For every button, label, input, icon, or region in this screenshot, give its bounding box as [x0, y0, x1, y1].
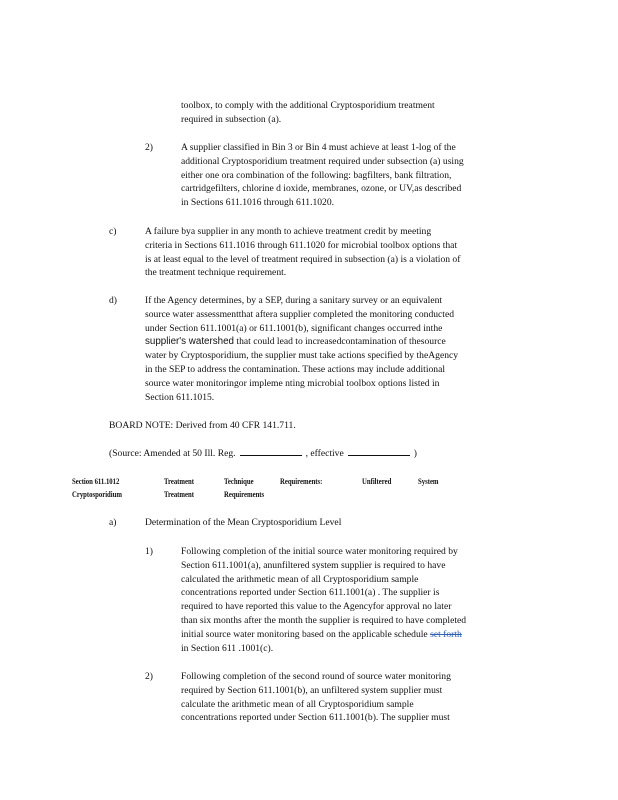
source-line — [109, 446, 417, 461]
text-line: Section 611.1001(a), anunfiltered system supplier is required to have — [181, 559, 446, 571]
text-line: Following completion of the second round of source water monitoring — [181, 671, 451, 682]
struck-text: set forth — [430, 628, 462, 640]
source-part-b: , effective — [305, 448, 344, 459]
text-line: source water monitoringor impleme nting microbial toolbox options listed in — [145, 377, 440, 389]
text-line — [145, 335, 458, 349]
text-line: required in subsection (a). — [181, 113, 282, 125]
text-line: Section 611.1015. — [145, 391, 215, 403]
item-d-label: d) — [109, 295, 117, 306]
text-line: A failure bya supplier in any month to achieve treatment credit by meeting — [145, 226, 432, 237]
text-line: additional Cryptosporidium treatment required under subsection (a) using — [181, 155, 464, 167]
section-heading-word: Requirements — [224, 490, 265, 499]
text-line: under Section 611.1001(a) or 611.1001(b), significant changes occurred inthe — [145, 322, 443, 334]
text-line: Following completion of the initial source water monitoring required by — [181, 546, 458, 557]
text-line: is at least equal to the level of treatment required in subsection (a) is a violation of — [145, 253, 461, 265]
text-line: water by Cryptosporidium, the supplier must take actions specified by theAgency — [145, 350, 459, 362]
section-heading-word: Technique — [224, 477, 254, 486]
item-c-label: c) — [109, 226, 117, 237]
item-2-text — [181, 141, 464, 210]
item-2-label: 2) — [145, 142, 153, 153]
text-line: in the SEP to address the contamination. These actions may include additional — [145, 363, 446, 375]
text-line: concentrations reported under Section 611.1001(b). The supplier must — [181, 712, 450, 724]
board-note-text: BOARD NOTE: Derived from 40 CFR 141.711. — [109, 420, 296, 431]
section-heading-word: Requirements: — [280, 477, 323, 486]
text-line: in Section 611 .1001(c). — [181, 642, 274, 654]
text-line: calculate the arithmetic mean of all Cryptosporidium sample — [181, 698, 414, 710]
continuation-text — [181, 99, 435, 127]
text-line: concentrations reported under Section 611.1001(a) . The supplier is — [181, 587, 440, 599]
text-line: criteria in Sections 611.1016 through 611.1020 for microbial toolbox options that — [145, 239, 458, 251]
text-line: toolbox, to comply with the additional Cryptosporidium treatment — [181, 100, 435, 111]
text-fragment: initial source water monitoring based on the applicable schedule — [181, 628, 428, 640]
section-heading-word: Treatment — [164, 490, 194, 499]
item-c-text — [145, 225, 460, 280]
board-note — [109, 419, 296, 433]
section-heading-word: System — [418, 477, 439, 486]
source-text — [109, 446, 417, 461]
item-d-text — [145, 294, 458, 404]
text-line: required to have reported this value to the Agencyfor approval no later — [181, 601, 452, 613]
sub-1-text — [181, 545, 466, 655]
text-line: Determination of the Mean Cryptosporidium Level — [145, 517, 342, 528]
item-a-label: a) — [109, 517, 117, 528]
section-heading-number: Section 611.1012 — [72, 477, 120, 486]
text-line: in Sections 611.1016 through 611.1020. — [181, 197, 335, 209]
source-part-c: ) — [413, 448, 417, 459]
source-part-a: (Source: Amended at 50 Ill. Reg. — [109, 448, 236, 459]
text-fragment: that could lead to increasedcontamination of thesource — [236, 336, 446, 348]
sub-2-text — [181, 670, 451, 725]
text-line: If the Agency determines, by a SEP, during a sanitary survey or an equivalent — [145, 295, 443, 306]
text-line: A supplier classified in Bin 3 or Bin 4 must achieve at least 1-log of the — [181, 142, 456, 153]
text-line: either one ora combination of the following: bagfilters, bank filtration, — [181, 169, 452, 181]
item-a-text — [145, 516, 341, 530]
text-line: cartridgefilters, chlorine d ioxide, membranes, ozone, or UV,as described — [181, 183, 462, 195]
sub-2-label: 2) — [145, 671, 153, 682]
inserted-text: supplier's watershed — [145, 336, 234, 348]
text-line: source water assessmentthat aftera supplier completed the monitoring conducted — [145, 308, 455, 320]
section-heading-word: Cryptosporidium — [72, 490, 122, 499]
section-heading-word: Unfiltered — [362, 477, 392, 486]
text-line: required by Section 611.1001(b), an unfiltered system supplier must — [181, 684, 443, 696]
text-line: the treatment technique requirement. — [145, 267, 287, 279]
text-line — [181, 628, 466, 642]
text-line: than six months after the month the supplier is required to have completed — [181, 614, 467, 626]
text-line: calculated the arithmetic mean of all Cryptosporidium sample — [181, 573, 419, 585]
effective-date-blank — [348, 446, 410, 456]
sub-1-label: 1) — [145, 546, 153, 557]
register-blank — [240, 446, 302, 456]
section-heading-word: Treatment — [164, 477, 194, 486]
